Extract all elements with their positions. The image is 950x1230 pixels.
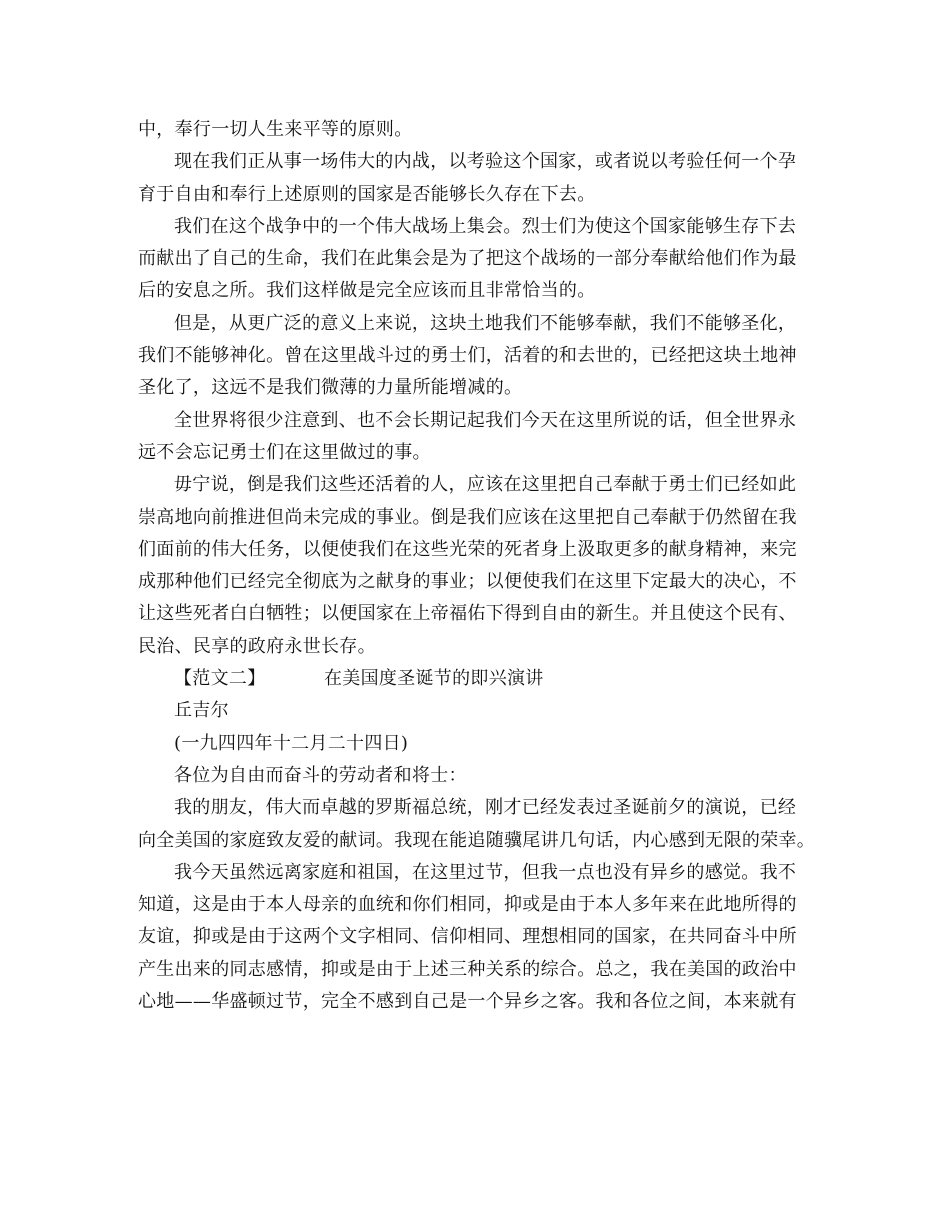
text-line: 全世界将很少注意到、也不会长期记起我们今天在这里所说的话，但全世界永 — [174, 409, 797, 431]
speech-date: (一九四四年十二月二十四日) — [174, 732, 409, 754]
text-line: 们面前的伟大任务，以便使我们在这些光荣的死者身上汲取更多的献身精神，来完 — [138, 538, 797, 560]
text-line: 友谊，抑或是由于这两个文字相同、信仰相同、理想相同的国家，在共同奋斗中所 — [138, 926, 797, 948]
text-line: 但是，从更广泛的意义上来说，这块土地我们不能够奉献，我们不能够圣化， — [174, 312, 797, 334]
text-line: 让这些死者白白牺牲；以便国家在上帝福佑下得到自由的新生。并且使这个民有、 — [138, 603, 797, 625]
section-title: 在美国度圣诞节的即兴演讲 — [324, 668, 544, 690]
text-line: 圣化了，这远不是我们微薄的力量所能增减的。 — [138, 377, 523, 399]
text-line: 育于自由和奉行上述原则的国家是否能够长久存在下去。 — [138, 183, 596, 205]
text-line: 现在我们正从事一场伟大的内战，以考验这个国家，或者说以考验任何一个孕 — [174, 151, 797, 173]
text-line: 后的安息之所。我们这样做是完全应该而且非常恰当的。 — [138, 280, 596, 302]
text-line: 崇高地向前推进但尚未完成的事业。倒是我们应该在这里把自己奉献于仍然留在我 — [138, 506, 797, 528]
text-line: 成那种他们已经完全彻底为之献身的事业；以便使我们在这里下定最大的决心，不 — [138, 571, 797, 593]
text-line: 心地——华盛顿过节，完全不感到自己是一个异乡之客。我和各位之间，本来就有 — [138, 991, 797, 1013]
text-line: 而献出了自己的生命，我们在此集会是为了把这个战场的一部分奉献给他们作为最 — [138, 248, 797, 270]
speech-author: 丘吉尔 — [174, 700, 229, 722]
section-heading — [138, 663, 818, 695]
speech-salutation: 各位为自由而奋斗的劳动者和将士： — [174, 764, 467, 786]
text-line: 中，奉行一切人生来平等的原则。 — [138, 119, 413, 140]
text-line: 向全美国的家庭致友爱的献词。我现在能追随骥尾讲几句话，内心感到无限的荣幸。 — [138, 829, 816, 851]
section-tag: 【范文二】 — [174, 668, 266, 690]
text-line: 产生出来的同志感情，抑或是由于上述三种关系的综合。总之，我在美国的政治中 — [138, 958, 797, 980]
text-line: 我们在这个战争中的一个伟大战场上集会。烈士们为使这个国家能够生存下去 — [174, 215, 797, 237]
document-body — [138, 114, 818, 1018]
text-line: 远不会忘记勇士们在这里做过的事。 — [138, 441, 431, 463]
text-line: 民治、民享的政府永世长存。 — [138, 635, 376, 657]
text-line: 我今天虽然远离家庭和祖国，在这里过节，但我一点也没有异乡的感觉。我不 — [174, 861, 797, 883]
text-line: 毋宁说，倒是我们这些还活着的人，应该在这里把自己奉献于勇士们已经如此 — [174, 474, 797, 496]
text-line: 我的朋友，伟大而卓越的罗斯福总统，刚才已经发表过圣诞前夕的演说，已经 — [174, 797, 797, 819]
text-line: 知道，这是由于本人母亲的血统和你们相同，抑或是由于本人多年来在此地所得的 — [138, 894, 797, 916]
text-line: 我们不能够神化。曾在这里战斗过的勇士们，活着的和去世的，已经把这块土地神 — [138, 345, 797, 367]
